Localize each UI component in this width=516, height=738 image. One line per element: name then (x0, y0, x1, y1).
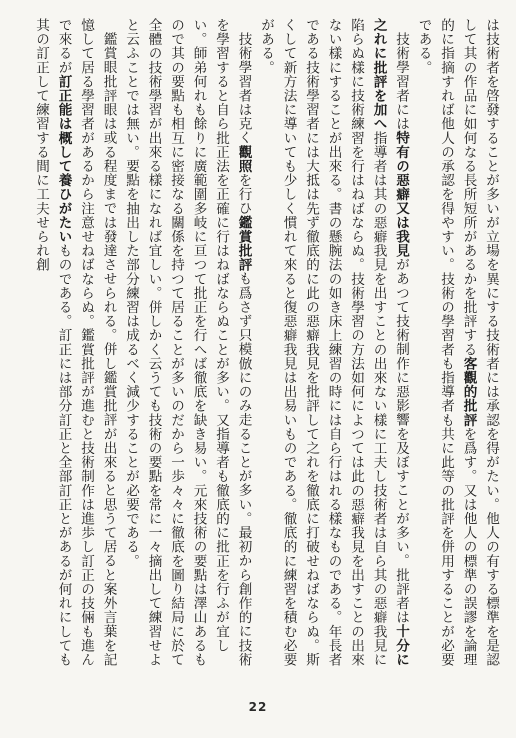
paragraph (30, 18, 120, 680)
emphasized-text: 十分に之れに批評を加へ (370, 18, 409, 667)
text-run: ものである。訂正には部分訂正と全部訂正とがあるが何れにしても其の訂正して練習する間に工夫せられ創 (33, 18, 72, 667)
emphasized-text: 觀照 (235, 144, 252, 173)
text-run: 鑑賞眼批評眼は或る程度までは發達させられる。併し鑑賞批評が出來ると思うて居ると案外言葉を記憶して居る學習者があるから注意せねばならぬ。鑑賞批評が進むと技術制作は進歩し訂正の技倆も進んで來るが (55, 18, 117, 667)
text-run: も爲さず只模倣にのみ走ることが多い。最初から創作的に技術を學習すると自ら批正法を正確に行はねばならぬことが多い。又指導者も徹底的に批正を行ふが宜しい。師弟何れも餘りに廣範圍多岐に亘つて批正を行へば徹底を缺き易い。元來技術の要點は澤山あるもので其の要點も相互に密接なる關係を持つて居ることが多いのだから一歩々々に徹底を圖り結局に於て全體の技術學習が出來る樣になれば宜しい。併しかく云うても技術の要點を常に一々摘出して練習せよと云ふことでは無い。要點を抽出した部分練習は成るべく減少することが必要である。 (123, 18, 252, 667)
emphasized-text: 鑑賞批評 (235, 214, 252, 272)
emphasized-text: 客觀的批評 (460, 356, 477, 427)
text-run: があつて技術制作に惡影響を及ぼすことが多い。批評者は (393, 257, 409, 624)
text-run: 技術學習者は克く (235, 31, 252, 145)
page-number: 22 (248, 700, 268, 714)
emphasized-text: 特有の惡癖又は我見 (393, 130, 409, 258)
paragraph (412, 18, 502, 680)
body-text (18, 18, 502, 680)
emphasized-text: 訂正能は概して養ひがたい (55, 74, 72, 244)
text-run: は技術者を啓發することが多いが立場を異にする技術者には承認を得がたい。 (483, 18, 499, 512)
paragraph (120, 18, 255, 680)
paragraph (255, 18, 413, 680)
text-run: 他人の有する標準を是認して其の作品に如何なる長所短所があるかを批評する (460, 18, 499, 667)
text-run: を行ひ (235, 172, 252, 215)
text-run: 指導者は其の惡癖我見を出すことの出來ない樣に工夫し技術者は自ら其の惡癖我見に陷らぬ樣に技術練習を行はねばならぬ。技術學習の方法如何によつては此の惡癖我見を出すことの出來ない樣にすることが出來る。書の懸腕法の如き床上練習の時には自ら行はれる樣なものである。年長者である技術學習者には大抵は先ず徹底的に此の惡癖我見を批評して之れを徹底に打破せねばならぬ。斯くして新方法に導いても少しく慣れて來ると復惡癖我見は出易いものである。徹底的に練習を積む必要がある。 (258, 18, 387, 667)
text-run: を爲す。又は他人の標準の誤謬を論理的に指摘すれば他人の承認を得やすい。技術の學習者も指導者も共に此等の批評を併用することが必要である。 (415, 18, 477, 667)
text-run: 技術學習者には (393, 31, 409, 131)
